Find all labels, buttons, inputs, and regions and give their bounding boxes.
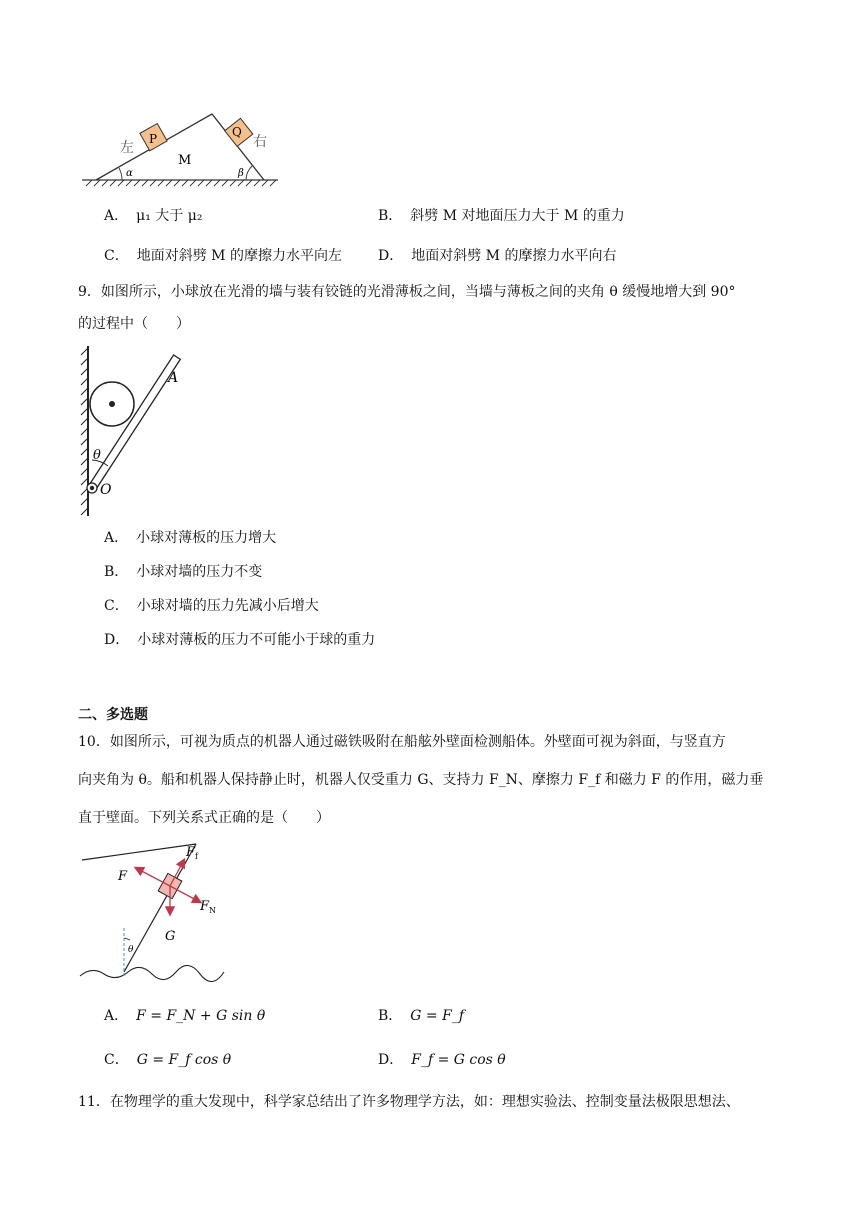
q10-option-d-key: D．: [378, 1052, 404, 1068]
q8-option-d-key: D．: [378, 248, 404, 264]
q9-option-c-text: 小球对墙的压力先减小后增大: [136, 598, 319, 614]
q10-fig-f: F: [118, 869, 128, 884]
q9-figure: [72, 342, 192, 520]
q10-option-b-key: B．: [378, 1008, 403, 1024]
q10-fig-theta: θ: [128, 945, 134, 955]
q10-option-c-key: C．: [104, 1052, 129, 1068]
q10-option-d[interactable]: [378, 1050, 506, 1070]
q9-option-c[interactable]: [104, 596, 319, 616]
q8-option-b-text: 斜劈 M 对地面压力大于 M 的重力: [410, 208, 625, 224]
q9-option-d[interactable]: [104, 630, 375, 650]
q10-option-a-key: A．: [104, 1008, 129, 1024]
q9-fig-a: A: [168, 370, 179, 386]
q8-option-c[interactable]: [104, 246, 342, 266]
q9-option-a-key: A．: [104, 530, 129, 546]
q9-option-c-key: C．: [104, 598, 129, 614]
q10-stem-line1: 10．如图所示，可视为质点的机器人通过磁铁吸附在船舷外壁面检测船体。外壁面可视为斜面，与竖直方: [78, 734, 726, 750]
q9-stem-line2: 的过程中（ ）: [78, 316, 190, 332]
q8-fig-beta: β: [238, 168, 244, 179]
q8-option-b-key: B．: [378, 208, 403, 224]
q8-option-d[interactable]: [378, 246, 616, 266]
q10-figure: [78, 838, 228, 984]
q8-option-a-key: A．: [104, 208, 129, 224]
q9-fig-o: O: [100, 482, 112, 498]
q8-figure: [78, 108, 288, 188]
q8-fig-m: M: [178, 153, 192, 168]
q9-fig-theta: θ: [93, 448, 101, 463]
q8-option-c-key: C．: [104, 248, 129, 264]
q8-fig-p: P: [149, 132, 158, 146]
q9-option-a-text: 小球对薄板的压力增大: [136, 530, 277, 546]
q8-fig-alpha: α: [126, 168, 133, 179]
q10-fig-g: G: [165, 929, 176, 944]
q8-fig-right: 右: [253, 134, 267, 150]
q10-option-b[interactable]: [378, 1006, 464, 1026]
q10-fig-ff: $F_f$: [186, 845, 198, 861]
q10-option-a-text: F = F_N + G sin θ: [136, 1008, 266, 1024]
q10-option-d-text: F_f = G cos θ: [411, 1052, 506, 1068]
q9-option-d-text: 小球对薄板的压力不可能小于球的重力: [137, 632, 376, 648]
q9-option-b[interactable]: [104, 562, 262, 582]
section-title-multiple-choice: 二、多选题: [78, 707, 148, 723]
q10-stem-line2: 向夹角为 θ。船和机器人保持静止时，机器人仅受重力 G、支持力 F_N、摩擦力 F_f 和磁力 F 的作用，磁力垂: [78, 772, 764, 788]
q9-stem-line1: 9．如图所示，小球放在光滑的墙与装有铰链的光滑薄板之间，当墙与薄板之间的夹角 θ 缓慢地增大到 90°: [78, 284, 736, 300]
q10-stem-line3: 直于壁面。下列关系式正确的是（ ）: [78, 810, 330, 826]
q8-fig-q: Q: [232, 125, 242, 139]
q8-fig-left: 左: [120, 140, 134, 156]
q8-option-c-text: 地面对斜劈 M 的摩擦力水平向左: [136, 248, 342, 264]
q10-option-c-text: G = F_f cos θ: [136, 1052, 232, 1068]
q10-option-b-text: G = F_f: [410, 1008, 465, 1024]
q9-option-b-text: 小球对墙的压力不变: [136, 564, 263, 580]
q9-option-d-key: D．: [104, 632, 130, 648]
q9-option-b-key: B．: [104, 564, 129, 580]
q8-option-d-text: 地面对斜劈 M 的摩擦力水平向右: [411, 248, 617, 264]
q8-option-a-text: μ₁ 大于 μ₂: [136, 208, 203, 224]
q10-option-a[interactable]: [104, 1006, 265, 1026]
q8-option-b[interactable]: [378, 206, 625, 226]
q9-option-a[interactable]: [104, 528, 276, 548]
q10-fig-fn: $F_N$: [200, 899, 217, 915]
q8-option-a[interactable]: [104, 206, 202, 226]
q10-option-c[interactable]: [104, 1050, 231, 1070]
q11-stem-line1: 11．在物理学的重大发现中，科学家总结出了许多物理学方法，如：理想实验法、控制变量法极限思想法、: [78, 1094, 740, 1110]
